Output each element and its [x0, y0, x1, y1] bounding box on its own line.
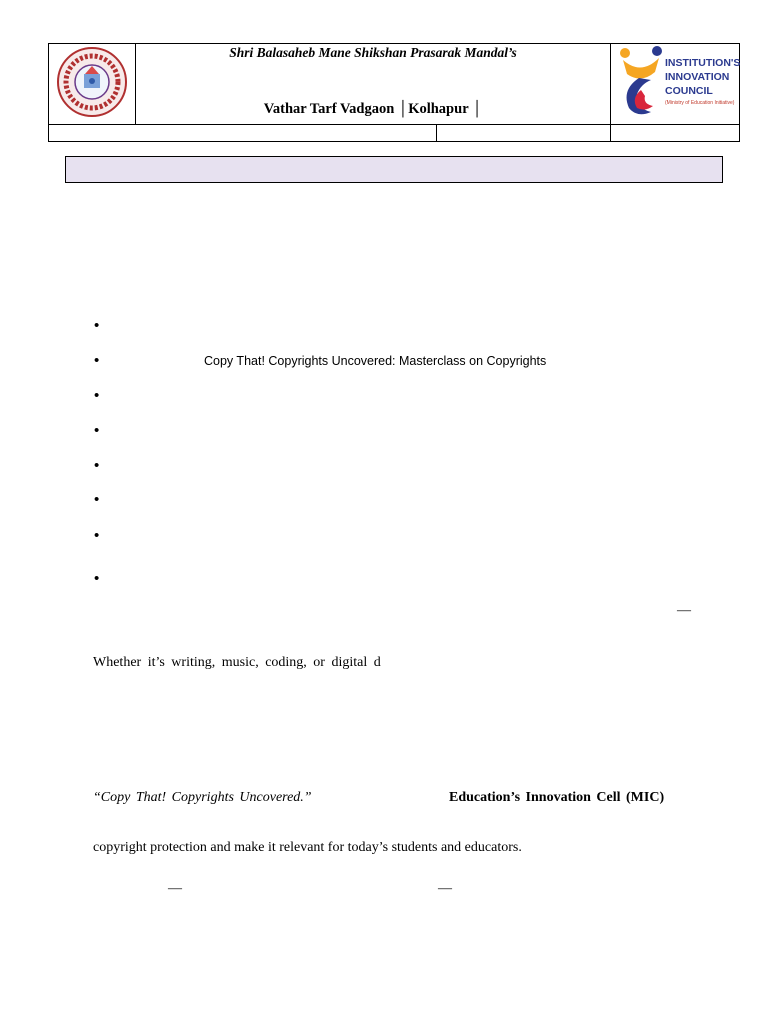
em-dash: — — [677, 603, 691, 618]
list-item — [94, 572, 694, 588]
em-dash: — — [168, 881, 182, 896]
list-item — [94, 529, 694, 545]
left-logo-cell — [49, 44, 136, 125]
mic-name: Education’s Innovation Cell (MIC) — [449, 790, 665, 805]
list-item — [94, 459, 694, 475]
em-dash: — — [438, 881, 452, 896]
list-item — [94, 319, 694, 335]
iic-logo-subtitle: (Ministry of Education Initiative) — [665, 100, 735, 106]
info-cell-1 — [49, 125, 437, 142]
body-paragraph-3: copyright protection and make it relevant for today’s students and educators. — [93, 840, 522, 855]
org-title-cell — [136, 44, 611, 125]
title-banner — [65, 156, 723, 183]
iic-logo-text: INSTITUTION'S INNOVATION COUNCIL — [665, 57, 741, 97]
body-paragraph-1: Whether it’s writing, music, coding, or digital d — [93, 655, 381, 670]
list-item — [94, 424, 694, 440]
list-item: • Copy That! Copyrights Uncovered: Masterclass on Copyrights — [94, 354, 694, 370]
location: Vathar Tarf Vadgaon │Kolhapur │ — [263, 101, 483, 117]
iic-logo-icon — [615, 46, 667, 118]
list-item — [94, 389, 694, 405]
list-item — [94, 493, 694, 509]
letterhead-info-row — [49, 125, 740, 142]
institution-seal-logo — [53, 46, 131, 118]
right-logo-cell — [611, 44, 740, 125]
letterhead-table — [48, 43, 740, 142]
info-cell-2 — [437, 125, 611, 142]
info-cell-3 — [611, 125, 740, 142]
event-title-quote: “Copy That! Copyrights Uncovered.” — [93, 790, 312, 805]
org-name: Shri Balasaheb Mane Shikshan Prasarak Mandal’s — [229, 45, 517, 60]
